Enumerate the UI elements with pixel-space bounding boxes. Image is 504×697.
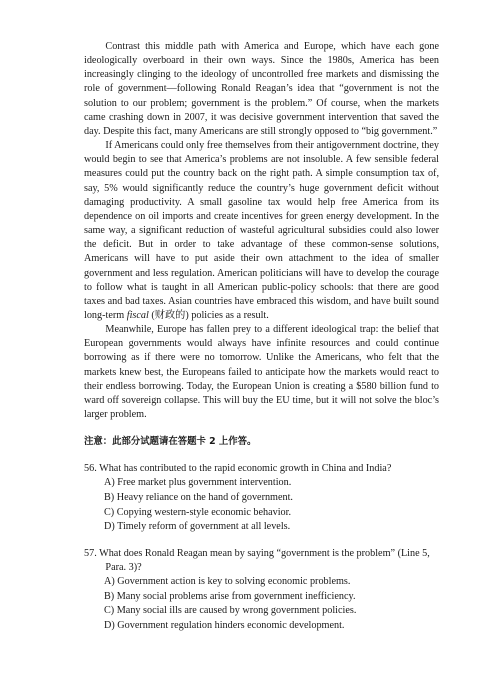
passage-paragraph-2-text: If Americans could only free themselves from their antigovernment doctrine, they would begin to see that America’s problems are not insoluble. A few sensible federal measures could put the country back on the right path. A simple consumption tax of, say, 5% would significantly reduce the country’s huge government deficit without damaging productivity. A small gasoline tax would help free America from its dependence on oil imports and create incentives for green energy development. In the same way, a significant reduction of wasteful agricultural subsidies could also lower the deficit. But in order to take advantage of these common-sense solutions, Americans will have to put aside their own attachment to the idea of smaller government and less regulation. American politicians will have to develop the courage to follow what is taught in all American public-policy schools: that there are good taxes and bad taxes. Asian countries have embraced this wisdom, and have built sound long-term	[84, 140, 439, 321]
option-a: A) Government action is key to solving economic problems.	[104, 576, 351, 588]
answer-options	[84, 575, 439, 633]
exam-page	[84, 40, 439, 645]
option-b: B) Many social problems arise from government inefficiency.	[104, 590, 356, 602]
passage-paragraph-2-ending: policies as a result.	[191, 309, 269, 321]
term-gloss: (财政的)	[148, 309, 192, 321]
passage-paragraph-3: Meanwhile, Europe has fallen prey to a different ideological trap: the belief that European governments would always have infinite resources and could continue borrowing as if there were no tomorrow. Unlike the Americans, who felt that the markets knew best, the Europeans failed to anticipate how the markets would react to their endless borrowing. Today, the European Union is creating a $580 billion fund to ward off sovereign collapse. This will buy the EU time, but it will not solve the bloc’s larger problem.	[84, 324, 439, 421]
option-d: D) Government regulation hinders economic development.	[104, 619, 345, 631]
glossed-term: fiscal	[126, 309, 149, 321]
question-stem: 56. What has contributed to the rapid economic growth in China and India?	[84, 463, 392, 475]
answer-sheet-notice: 注意：此部分试题请在答题卡 2 上作答。	[84, 436, 257, 448]
passage-paragraph-1: Contrast this middle path with America and Europe, which have each gone ideologically overboard in their own ways. Since the 1980s, America has been increasingly clinging to the ideology of uncontrolled free markets and dismissing the role of government—following Ronald Reagan’s idea that “government is not the solution to our problem; government is the problem.” Of course, when the markets came crashing down in 2007, it was decisive government intervention that saved the day. Despite this fact, many Americans are still strongly opposed to “big government.”	[84, 41, 439, 137]
question-56	[84, 462, 439, 535]
question-57	[84, 547, 439, 634]
passage-paragraph-2	[84, 139, 439, 323]
question-stem: 57. What does Ronald Reagan mean by saying “government is the problem” (Line 5, Para. 3)?	[84, 547, 430, 573]
option-d: D) Timely reform of government at all levels.	[104, 521, 291, 533]
option-c: C) Copying western-style economic behavior.	[104, 506, 292, 518]
answer-options	[84, 476, 439, 534]
option-c: C) Many social ills are caused by wrong government policies.	[104, 605, 357, 617]
option-a: A) Free market plus government intervention.	[104, 477, 292, 489]
option-b: B) Heavy reliance on the hand of government.	[104, 491, 293, 503]
